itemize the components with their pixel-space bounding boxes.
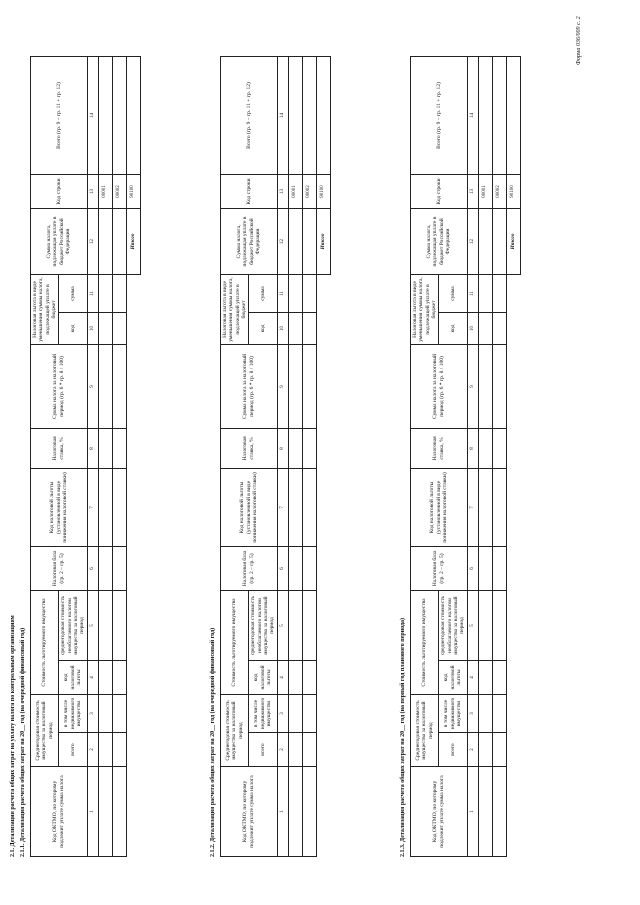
cell: [98, 56, 112, 174]
col-number: 9: [87, 344, 98, 428]
cell: [112, 694, 126, 732]
col-number: 8: [467, 428, 478, 468]
col-number: 6: [467, 546, 478, 590]
col-benefit-reduce: Налоговая льгота в виде уменьшения суммы налога, подлежащей уплате в бюджет: [411, 274, 439, 344]
cell: [98, 428, 112, 468]
col-oktmo: Код ОКТМО, по которому подлежит уплате сумма налога: [411, 767, 468, 857]
cell: [302, 767, 316, 857]
cell: [112, 56, 126, 174]
col-payable: Сумма налога, подлежащая уплате в бюджет Российской Федерации: [411, 208, 468, 274]
cell: [112, 660, 126, 694]
cell: [288, 767, 302, 857]
total-code: 90100: [126, 174, 140, 208]
cell: [492, 546, 506, 590]
col-reduced-rate-code: Код налоговой льготы (установленной в виде понижения налоговой ставки): [411, 468, 468, 546]
total-row: [506, 56, 520, 856]
cell: [288, 208, 302, 274]
cell: [478, 767, 492, 857]
col-oktmo: Код ОКТМО, по которому подлежит уплате сумма налога: [221, 767, 278, 857]
cell: [302, 546, 316, 590]
row-code: 00002: [302, 174, 316, 208]
cell: [478, 546, 492, 590]
col-rate: Налоговая ставка, %: [221, 428, 278, 468]
cell: [492, 312, 506, 344]
col-benefit-reduce: Налоговая льгота в виде уменьшения суммы налога, подлежащей уплате в бюджет: [31, 274, 59, 344]
section-heading-3: 2.1.3. Детализация расчета общих затрат на 20__ год (на первый год планового периода): [400, 617, 406, 857]
cell: [302, 694, 316, 732]
col-total: всего: [249, 733, 277, 767]
col-tax-base: Налоговая база (гр. 2 – гр. 5): [31, 546, 88, 590]
cell: [478, 312, 492, 344]
cell: [98, 733, 112, 767]
col-row-code: Код строки: [31, 174, 88, 208]
cell: [302, 274, 316, 312]
col-payable: Сумма налога, подлежащая уплате в бюджет Российской Федерации: [221, 208, 278, 274]
col-number: 3: [277, 694, 288, 732]
form-label: Форма 036/009 с. 2: [576, 16, 582, 65]
col-benefit-value: Стоимость льготируемого имущества: [31, 590, 59, 694]
cell: [98, 694, 112, 732]
cell: [302, 590, 316, 660]
cell: [126, 56, 140, 174]
spacer: [506, 274, 520, 856]
cell: [492, 660, 506, 694]
col-tax-base: Налоговая база (гр. 2 – гр. 5): [221, 546, 278, 590]
cell: [478, 428, 492, 468]
cell: [302, 733, 316, 767]
cell: [112, 590, 126, 660]
row-code: 00001: [478, 174, 492, 208]
col-number: 9: [277, 344, 288, 428]
col-number: 8: [277, 428, 288, 468]
tax-table: [30, 56, 141, 857]
cell: [98, 274, 112, 312]
cell: [478, 468, 492, 546]
cell: [288, 694, 302, 732]
total-label: Итого: [316, 208, 330, 274]
cell: [288, 468, 302, 546]
cell: [98, 468, 112, 546]
cell: [492, 733, 506, 767]
col-number: 5: [87, 590, 98, 660]
total-code: 90100: [316, 174, 330, 208]
cell: [492, 767, 506, 857]
cell: [98, 767, 112, 857]
cell: [478, 733, 492, 767]
col-code: код: [439, 312, 467, 344]
section-table-2: [220, 57, 331, 857]
col-number: 10: [87, 312, 98, 344]
cell: [492, 344, 506, 428]
col-benefit-avg: среднегодовая стоимость необлагаемого налогом имущества за налоговый период: [439, 590, 467, 660]
cell: [112, 468, 126, 546]
col-sum: сумма: [249, 274, 277, 312]
col-number: 13: [87, 174, 98, 208]
col-tax-base: Налоговая база (гр. 2 – гр. 5): [411, 546, 468, 590]
cell: [492, 468, 506, 546]
spacer: [316, 274, 330, 856]
col-incl-movable: в том числе недвижимого имущества: [59, 694, 87, 732]
cell: [492, 208, 506, 274]
col-number: 1: [277, 767, 288, 857]
col-number: 9: [467, 344, 478, 428]
col-number: 7: [87, 468, 98, 546]
cell: [288, 312, 302, 344]
col-number: 14: [277, 56, 288, 174]
col-number: 11: [467, 274, 478, 312]
col-tax-amount: Сумма налога за налоговый период (гр. 6 * гр. 8 / 100): [411, 344, 468, 428]
cell: [98, 660, 112, 694]
col-number: 13: [277, 174, 288, 208]
cell: [478, 660, 492, 694]
col-total: всего: [439, 733, 467, 767]
cell: [316, 56, 330, 174]
cell: [478, 344, 492, 428]
col-avg-value: Среднегодовая стоимость имущества за налоговый период: [411, 694, 439, 766]
col-number: 12: [277, 208, 288, 274]
col-payable: Сумма налога, подлежащая уплате в бюджет Российской Федерации: [31, 208, 88, 274]
table-row: [98, 56, 112, 856]
document-title: 2.1. Детализация расчета общих затрат на уплату налога по контрольным организациям: [10, 615, 16, 857]
cell: [112, 767, 126, 857]
col-number: 6: [87, 546, 98, 590]
tax-table: [410, 56, 521, 857]
col-sum: сумма: [59, 274, 87, 312]
col-benefit-code: код налоговой льготы: [59, 660, 87, 694]
cell: [302, 428, 316, 468]
cell: [302, 56, 316, 174]
col-benefit-value: Стоимость льготируемого имущества: [411, 590, 439, 694]
col-number: 10: [467, 312, 478, 344]
cell: [288, 546, 302, 590]
cell: [302, 344, 316, 428]
col-number: 14: [87, 56, 98, 174]
cell: [478, 56, 492, 174]
col-number: 2: [277, 733, 288, 767]
row-code: 00002: [492, 174, 506, 208]
cell: [288, 344, 302, 428]
col-number: 1: [87, 767, 98, 857]
cell: [478, 274, 492, 312]
cell: [288, 56, 302, 174]
col-benefit-reduce: Налоговая льгота в виде уменьшения суммы налога, подлежащей уплате в бюджет: [221, 274, 249, 344]
col-grand: Всего (гр. 9 – гр. 11 + гр. 12): [411, 56, 468, 174]
cell: [492, 274, 506, 312]
col-number: 4: [277, 660, 288, 694]
row-code: 00002: [112, 174, 126, 208]
col-number: 10: [277, 312, 288, 344]
section-heading-1: 2.1.1. Детализация расчета общих затрат на 20__ год (на очередной финансовый год): [20, 627, 26, 857]
cell: [478, 208, 492, 274]
cell: [98, 344, 112, 428]
col-benefit-code: код налоговой льготы: [439, 660, 467, 694]
col-incl-movable: в том числе недвижимого имущества: [439, 694, 467, 732]
cell: [112, 208, 126, 274]
col-grand: Всего (гр. 9 – гр. 11 + гр. 12): [221, 56, 278, 174]
section-table-3: [410, 57, 521, 857]
cell: [112, 733, 126, 767]
cell: [288, 274, 302, 312]
col-number: 12: [87, 208, 98, 274]
cell: [288, 660, 302, 694]
col-grand: Всего (гр. 9 – гр. 11 + гр. 12): [31, 56, 88, 174]
col-number: 4: [87, 660, 98, 694]
col-number: 7: [467, 468, 478, 546]
col-number: 8: [87, 428, 98, 468]
cell: [302, 660, 316, 694]
col-benefit-code: код налоговой льготы: [249, 660, 277, 694]
cell: [302, 312, 316, 344]
col-number: 14: [467, 56, 478, 174]
col-number: 11: [87, 274, 98, 312]
total-row: [316, 56, 330, 856]
col-number: 6: [277, 546, 288, 590]
col-tax-amount: Сумма налога за налоговый период (гр. 6 * гр. 8 / 100): [221, 344, 278, 428]
cell: [98, 546, 112, 590]
cell: [302, 208, 316, 274]
col-avg-value: Среднегодовая стоимость имущества за налоговый период: [31, 694, 59, 766]
spacer: [126, 274, 140, 856]
col-rate: Налоговая ставка, %: [411, 428, 468, 468]
col-reduced-rate-code: Код налоговой льготы (установленной в виде понижения налоговой ставки): [31, 468, 88, 546]
total-row: [126, 56, 140, 856]
col-benefit-avg: среднегодовая стоимость необлагаемого налогом имущества за налоговый период: [249, 590, 277, 660]
table-row: [478, 56, 492, 856]
table-row: [492, 56, 506, 856]
col-total: всего: [59, 733, 87, 767]
cell: [492, 56, 506, 174]
cell: [288, 590, 302, 660]
col-number: 3: [467, 694, 478, 732]
cell: [288, 428, 302, 468]
total-label: Итого: [126, 208, 140, 274]
table-row: [302, 56, 316, 856]
cell: [112, 428, 126, 468]
table-row: [288, 56, 302, 856]
cell: [288, 733, 302, 767]
col-number: 13: [467, 174, 478, 208]
section-heading-2: 2.1.2. Детализация расчета общих затрат на 20__ год (на очередной финансовый год): [210, 627, 216, 857]
col-code: код: [59, 312, 87, 344]
col-number: 7: [277, 468, 288, 546]
row-code: 00001: [98, 174, 112, 208]
total-code: 90100: [506, 174, 520, 208]
col-sum: сумма: [439, 274, 467, 312]
cell: [112, 274, 126, 312]
cell: [98, 208, 112, 274]
col-number: 1: [467, 767, 478, 857]
col-number: 5: [467, 590, 478, 660]
col-reduced-rate-code: Код налоговой льготы (установленной в виде понижения налоговой ставки): [221, 468, 278, 546]
col-code: код: [249, 312, 277, 344]
section-table-1: [30, 57, 141, 857]
cell: [112, 344, 126, 428]
col-benefit-value: Стоимость льготируемого имущества: [221, 590, 249, 694]
cell: [492, 694, 506, 732]
cell: [98, 590, 112, 660]
col-number: 11: [277, 274, 288, 312]
col-benefit-avg: среднегодовая стоимость необлагаемого налогом имущества за налоговый период: [59, 590, 87, 660]
col-rate: Налоговая ставка, %: [31, 428, 88, 468]
col-tax-amount: Сумма налога за налоговый период (гр. 6 * гр. 8 / 100): [31, 344, 88, 428]
cell: [506, 56, 520, 174]
cell: [492, 428, 506, 468]
col-number: 2: [467, 733, 478, 767]
col-number: 5: [277, 590, 288, 660]
col-row-code: Код строки: [411, 174, 468, 208]
col-number: 4: [467, 660, 478, 694]
tax-table: [220, 56, 331, 857]
row-code: 00001: [288, 174, 302, 208]
cell: [112, 546, 126, 590]
cell: [302, 468, 316, 546]
cell: [492, 590, 506, 660]
cell: [98, 312, 112, 344]
col-oktmo: Код ОКТМО, по которому подлежит уплате сумма налога: [31, 767, 88, 857]
col-number: 2: [87, 733, 98, 767]
col-avg-value: Среднегодовая стоимость имущества за налоговый период: [221, 694, 249, 766]
table-row: [112, 56, 126, 856]
col-number: 3: [87, 694, 98, 732]
cell: [478, 694, 492, 732]
col-row-code: Код строки: [221, 174, 278, 208]
cell: [112, 312, 126, 344]
col-number: 12: [467, 208, 478, 274]
col-incl-movable: в том числе недвижимого имущества: [249, 694, 277, 732]
cell: [478, 590, 492, 660]
total-label: Итого: [506, 208, 520, 274]
